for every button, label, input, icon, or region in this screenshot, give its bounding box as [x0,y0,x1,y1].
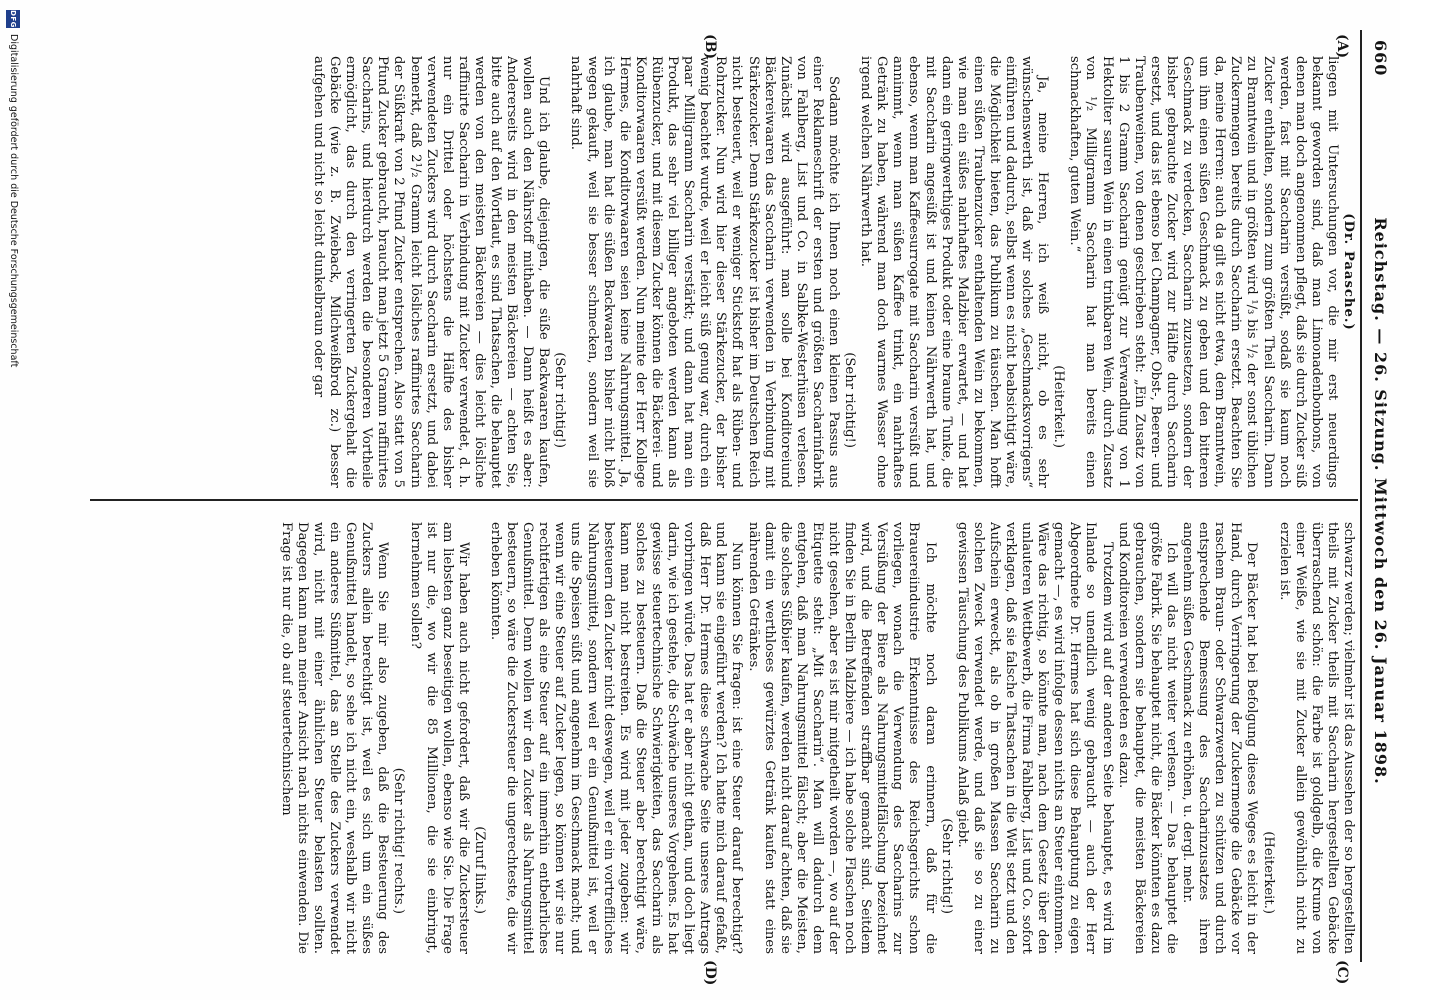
margin-letter-c: (C) [1334,960,1350,985]
column-divider [90,499,1358,501]
interjection: (Sehr richtig! rechts.) [391,767,407,914]
paragraph: Und ich glaube, diejenigen, die süße Backwaaren kaufen, wollen auch den Nährstoff mithaben. — Dann heißt es aber: Andererseits wird in den meisten Bäckereien — achten Sie, bitte auch auf den Wortlaut, es sind Thatsachen, die behauptet werden von den meisten Bäckereien — dies leicht lösliche raffinirte Saccharin in Verbindung mit Zucker verwendet, d. h. nur ein Drittel oder höchstens die Hälfte des bisher verwendeten Zuckers wird durch Saccharin ersetzt, und dabei bemerkt, daß 2¹/₂ Gramm leicht lösliches raffinirtes Saccharin der Süßkraft von 2 Pfund Zucker entsprechen. Also statt von 5 Pfund Zucker gebraucht, braucht man jetzt 5 Gramm raffinirtes Saccharins, und hierdurch werden die besonderen Vortheile ermöglicht, das durch den verringerten Zuckergehalt die Gebäcke (wie z. B. Zwieback, Milchweißbrod zc.) besser aufgehen und nicht so leicht dunkelbraun oder gar [311,56,552,488]
paragraph: Wenn Sie mir also zugeben, daß die Besteuerung des Zuckers allein berechtigt ist, weil es sich um ein süßes Genußmittel handelt, so sehe ich nicht ein, weshalb wir nicht ein anderes Süßmittel, das an Stelle des Zuckers verwendet wird, nicht mit einer ähnlichen Steuer belasten sollten. Dagegen kann man meiner Ansicht nach nichts einwenden. Die Frage ist nur die, ob auf steuertechnischem [278,522,391,954]
paragraph: Trotzdem wird auf der anderen Seite behauptet, es wird im Inlande so unendlich wenig gebraucht — auch der Herr Abgeordnete Dr. Hermes hat sich diese Behauptung zu eigen gemacht —, es wird infolge dessen nichts an Steuer eintommen. Wäre das richtig, so könnte man, nach dem Gesetz über den unlauteren Wettbewerb, die Firma Fahlberg, List und Co. sofort verklagen, daß sie falsche Thatsachen in die Welt setzt und den Aufschein erweckt, als ob in großen Massen Saccharin zu solchen Zweck verwendet werde, und daß sie so zu einer gewissen Täuschung des Publikums Anlaß giebt. [954,522,1115,954]
speaker-name: (Dr. Paasche.) [1341,213,1356,331]
paragraph: Ich will das nicht weiter verlesen. — Das behauptet die größte Fabrik. Sie behauptet nicht, die Bäcker könnten es dazu gebrauchen, sondern sie behauptet, die meisten Bäckereien und Konditoreien verwendeten es dazu. [1115,522,1179,954]
page-header [1364,40,1390,962]
paragraph: schwarz werden; vielmehr ist das Aussehen der so hergestellten theils mit Zucker theils mit Saccharin hergestellten Gebäcke überraschend schön: die Farbe ist goldgelb, die Krume von einer Weiße, wie sie mit Zucker allein gewöhnlich nicht zu erzielen ist. [1276,522,1356,954]
paragraph: liegen mit Untersuchungen vor, die mir erst neuerdings bekannt geworden sind, daß man Limonadenbonbons, von denen man doch angenommen pflegt, daß sie durch Zucker süß werden, fast mit Saccharin versüßt, sodaß sie kaum noch Zucker enthalten, sondern zum größten Theil Saccharin. Dann zu Branntwein und in größten wird ¹/₃ bis ¹/₂ der sonst üblichen Zuckermengen bereits durch Saccharin ersetzt. Beachten Sie da, meine Herren: auch da gilt es nicht etwa, dem Branntwein, um ihm einen süßen Geschmack zu geben und den bitteren Geschmack zu verdecken, Saccharin zuzusetzen, sondern der bisher gebrauchte Zucker wird zur Hälfte durch Saccharin ersetzt, und das ist ebenso bei Champagner, Obst-, Beeren- und Traubenweinen, von denen geschrieben steht: „Ein Zusatz von 1 bis 2 Gramm Saccharin genügt zur Verwandlung von 1 Hektoliter sauren Wein in einen trinkbaren Wein, durch Zusatz von ¹/₂ Milligramm Saccharin hat man bereits einen schmackhaften, guten Wein.“ [1067,56,1340,488]
interjection: (Sehr richtig!) [938,818,954,914]
margin-letter-a: (A) [1334,34,1350,59]
dfg-logo: DFG [6,10,20,28]
interjection: (Heiterkeit.) [1260,831,1276,914]
right-column [100,522,1356,954]
running-title: Reichstag. — 26. Sitzung. Mittwoch den 26. Januar 1898. [1371,217,1390,785]
paragraph: Ich möchte noch daran erinnern, daß für die Brauereiindustrie Erkenntnisse des Reichsgerichts schon vorliegen, wonach die Verwendung des Saccharins zur Versüßung der Biere als Nahrungsmittelfälschung bezeichnet wird, und die Betreffenden straffbar gemacht sind. Seitdem finden Sie in Berlin Malzbiere — ich habe solche Flaschen noch nicht gesehen, aber es ist mir mitgetheilt worden —, wo auf der Etiquette steht: „Mit Saccharin“. Man will dadurch dem entgehen, daß man Nahrungsmittel fälscht; aber die Meisten, die solches Süßbier kaufen, werden nicht darauf achten, daß sie damit ein werthloses gewürztes Getränk kaufen statt eines nährenden Getränkes. [745,522,938,954]
interjection: (Heiterkeit.) [1051,365,1067,448]
digitization-note: Digitalisierung gefördert durch die Deutsche Forschungsgemeinschaft [8,34,19,368]
interjection: (Sehr richtig!) [842,352,858,448]
paragraph: Ja, meine Herren, ich weiß nicht, ob es sehr wünschenswerth ist, daß wir solches „Geschmacksvorrigens“ einführen und dadurch, selbst wenn es nicht beabsichtigt wäre, die Möglichkeit bieten, das Publikum zu täuschen. Man hofft einen süßen Traubenzucker enthaltenden Wein zu bekommen, wie man ein süßes nahrhaftes Malzbier erwartet, — und hat dann ein geringwerthiges Produkt oder eine braune Tunke, die mit Saccharin angesüßt ist und keinen Nährwerth hat, und ebenso, wenn man Kaffeesurrogate mit Saccharin versüßt und annimmt, wenn man süßen Kaffee trinkt, ein nahrhaftes Getränk zu haben, während man doch warmes Wasser ohne irgend welchen Nährwerth hat. [858,56,1051,488]
paragraph: Sodann möchte ich Ihnen noch einen kleinen Passus aus einer Reklameschrift der ersten und größten Saccharinfabrik von Fahlberg, List und Co. in Salbke-Westerhüsen verlesen. Zunächst wird ausgeführt: man solle bei Konditoreiund Bäckereiwaaren das Saccharin verwenden in Verbindung mit Stärkezucker. Denn Stärkezucker ist bisher im Deutschen Reich nicht besteuert, weil er weniger Stickstoff hat als Rüben- und Rohrzucker. Nun wird hier dieser Stärkezucker, der bisher wenig beachtet wurde, weil er leicht süß genug war, durch ein paar Milligramm Saccharin verstärkt; und dann hat man ein Produkt, das sehr viel billiger angeboten werden kann als Rübenzucker, und mit diesem Zucker können die Bäckerei- und Konditorwaaren versüßt werden. Nun meinte der Herr Kollege Hermes, die Konditorwaaren seien keine Nahrungsmittel. Ja, ich glaube, man hat die süßen Backwaaren bisher nicht bloß wegen gekauft, weil sie besser schmecken, sondern weil sie nahrhaft sind. [568,56,841,488]
interjection: (Sehr richtig!) [552,352,568,448]
header-rule [1360,30,1362,962]
paragraph: Der Bäcker hat bei Befolgung dieses Weges es leicht in der Hand, durch Verringerung der Zuckermenge die Gebäcke vor raschem Braun- oder Schwarzwerden zu schützen und durch entsprechende Bemessung des Saccharinzusatzes ihren angenehm süßen Geschmack zu erhöhen, u. dergl. mehr. [1180,522,1260,954]
paragraph: Nun können Sie fragen: ist eine Steuer darauf berechtigt? und kann sie eingeführt werden? Ich hatte mich darauf gefaßt, daß Herr Dr. Hermes diese schwache Seite unseres Antrags vorbringen würde. Das hat er aber nicht gethan, und doch liegt darin, wie ich gestehe, die Schwäche unseres Vorgehens. Es hat gewisse steuertechnische Schwierigkeiten, das Saccharin als solches zu besteuern. Daß die Steuer aber berechtigt wäre, kann man nicht bestreiten. Es wird mit jeder zugeben: wir besteuern den Zucker nicht deswegen, weil er ein vortreffliches Nahrungsmittel, sondern weil er ein Genußmittel ist, weil er uns die Speisen süßt und angenehm im Geschmack macht; und wenn wir eine Steuer auf Zucker legen, so können wir sie nur rechtfertigen als eine Steuer auf ein immerhin entbehrliches Genußmittel. Denn wollen wir den Zucker als Nahrungsmittel besteuern, so wäre die Zuckersteuer die ungerechteste, die wir erheben könnten. [488,522,745,954]
interjection: (Zuruf links.) [471,826,487,914]
paragraph: Wir haben auch nicht gefordert, daß wir die Zuckersteuer am liebsten ganz beseitigen wollen, ebenso wie Sie. Die Frage ist nur die, wo wir die 85 Millionen, die sie einbringt, hernehmen sollen? [407,522,471,954]
margin-letter-b: (B) [702,34,718,60]
digitization-footer [0,0,28,1000]
margin-letter-d: (D) [702,960,718,986]
left-column [100,56,1356,488]
page-number: 660 [1371,40,1390,77]
